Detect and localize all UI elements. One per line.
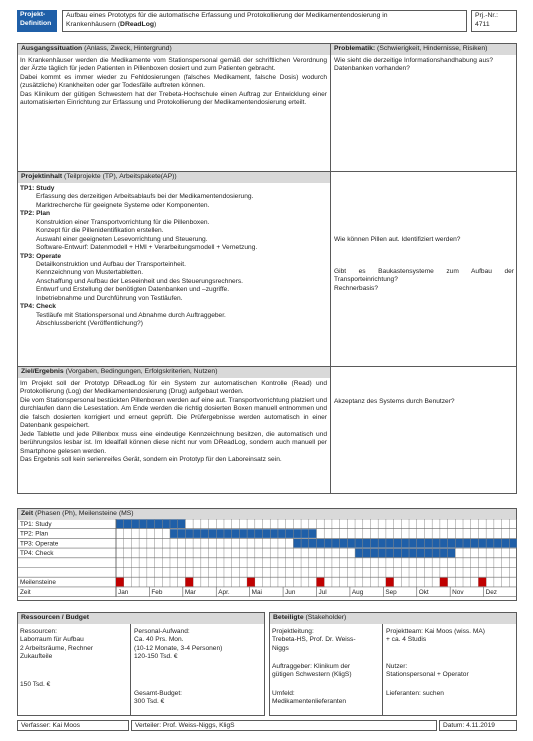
tp3-item: Detailkonstruktion und Aufbau der Transporteinheit. [36, 260, 186, 268]
month-label: Jul [318, 588, 327, 596]
problematik-title: Problematik: [334, 45, 376, 52]
leitung-line: Projektleitung: [272, 628, 314, 635]
ziel-para1: Im Projekt soll der Prototyp DReadLog für ein System zur automatischen Kontrolle (Read) und Protokollierung (Log) der Medikamentendosierung (Drug) aufgebaut werden. [20, 380, 327, 396]
personal-aufwand [134, 628, 262, 662]
gantt-bar [293, 539, 517, 548]
ressourcen-title: Ressourcen / Budget [21, 614, 89, 621]
ausgang-para3: Das Klinikum der gütigen Schwestern hat der Trebeta-Hochschule einen Auftrag zur Entwicklung einer automatisierten Einrichtung zur Erfassung und Protokollierung der Medikamentendosierung erteilt. [20, 90, 327, 107]
month-label: Feb [151, 588, 163, 596]
lieferanten: Lieferanten: suchen [386, 690, 444, 697]
leitung-line: Trebeta-HS, Prof. Dr. Weiss- [272, 636, 356, 644]
footer-datum: Datum: 4.11.2019 [439, 720, 517, 731]
title-line2-pre: Krankenhäusern ( [66, 20, 121, 28]
project-badge [17, 10, 57, 32]
auftraggeber [272, 663, 380, 680]
milestone-marker [440, 578, 448, 587]
gantt-chart [17, 519, 517, 601]
month-label: Dez [485, 588, 497, 596]
milestone-marker [478, 578, 486, 587]
problematik-header [331, 44, 516, 55]
month-label: Nov [452, 588, 464, 596]
ressourcen-total: 150 Tsd. € [20, 681, 51, 688]
ressourcen-divider [130, 624, 131, 715]
res-line: Zukaufteile [20, 653, 53, 661]
milestone-marker [386, 578, 394, 587]
tp4-item: Abschlussbericht (Veröffentlichung?) [36, 320, 143, 327]
beteiligte-header [270, 613, 516, 624]
gantt-row-label: TP4: Check [20, 550, 54, 558]
problematik-subtitle: (Schwierigkeit, Hindernisse, Risiken) [375, 45, 488, 52]
tp3-title: TP3: Operate [20, 252, 62, 260]
title-line2-post: ) [154, 20, 157, 28]
gantt-milestones-label: Meilensteine [20, 579, 56, 587]
main-divider [330, 43, 331, 494]
ausgang-para1: In Krankenhäuser werden die Medikamente vom Stationspersonal gemäß der schriftlichen Verordnung der Ärzte täglich für jeden Patienten in Pillenboxen dosiert und zum Patienten gebracht. [20, 57, 327, 73]
pers-line: (10-12 Monate, 3-4 Personen) [134, 644, 223, 652]
tp4-title: TP4: Check [20, 303, 56, 311]
tp2-title: TP2: Plan [20, 210, 51, 218]
month-label: Jun [285, 588, 296, 596]
projektinhalt-question-1: Wie können Pillen aut. Identifiziert werden? [334, 236, 461, 243]
umfeld [272, 690, 380, 707]
pers-line: 120-150 Tsd. € [134, 653, 178, 661]
problematik-line1: Wie sieht die derzeitige Informationshandhabung aus? [334, 57, 494, 64]
umfeld-line: Umfeld: [272, 690, 295, 697]
footer-verfasser: Verfasser: Kai Moos [17, 720, 129, 731]
nutzer-line: Nutzer: [386, 663, 408, 670]
ziel-text [20, 380, 327, 464]
ziel-right: Akzeptanz des Systems durch Benutzer? [334, 398, 455, 405]
gantt-row-label: TP2: Plan [20, 530, 49, 538]
gantt-bar [170, 529, 317, 538]
gantt-row-label: TP1: Study [20, 521, 52, 528]
projektinhalt-q2: Gibt es Baukastensysteme zum Aufbau der Transporteinrichtung? [334, 268, 514, 284]
zeit-header [18, 509, 516, 519]
milestone-marker [247, 578, 255, 587]
budget-label: Gesamt-Budget: [134, 690, 183, 697]
ressourcen-header [18, 613, 264, 624]
tp2-item: Konzept für die Pillenidentifikation erstellen. [36, 227, 164, 235]
tp2-item: Auswahl einer geeigneten Lesevorrichtung und Steuerung. [36, 235, 208, 243]
month-label: Mar [184, 588, 196, 596]
projektinhalt-subtitle: (Teilprojekte (TP), Arbeitspakete(AP)) [62, 173, 177, 180]
project-number [471, 10, 517, 32]
ziel-title: Ziel/Ergebnis [21, 368, 64, 375]
ausgang-subtitle: (Anlass, Zweck, Hintergrund) [82, 45, 172, 52]
gantt-row-label: TP3: Operate [20, 540, 59, 548]
tp3-item: Anschaffung und Aufbau der Leseeinheit und des Steuerungsrechners. [36, 277, 244, 285]
ziel-header [18, 367, 330, 378]
badge-line1: Projekt- [20, 11, 46, 18]
pers-line: Ca. 40 Prs. Mon. [134, 636, 184, 644]
tp4-item: Testläufe mit Stationspersonal und Abnahme durch Auftraggeber. [36, 311, 226, 319]
prj-value: 4711 [475, 20, 490, 28]
tp1-item: Marktrecherche für geeignete Systeme oder Komponenten. [36, 201, 210, 209]
beteiligte-divider [382, 624, 383, 715]
problematik-line2: Datenbanken vorhanden? [334, 65, 410, 73]
month-label: Sep [385, 588, 397, 596]
badge-line2: Definition [20, 19, 52, 27]
gesamt-budget [134, 690, 262, 707]
team-line: + ca. 4 Studis [386, 636, 427, 644]
month-label: Jan [118, 588, 129, 596]
leitung-line: Niggs [272, 644, 289, 652]
prj-label: Prj.-Nr.: [475, 12, 499, 19]
problematik-text [334, 57, 514, 74]
title-line1: Aufbau eines Prototyps für die automatische Erfassung und Protokollierung der Medikamentendosierung in [66, 12, 388, 19]
tp3-item: Kennzeichnung von Mustertabletten. [36, 269, 144, 277]
month-label: Mai [251, 588, 262, 596]
tp2-item: Software-Entwurf: Datenmodell + HMI + Verarbeitungsmodell + Vernetzung. [36, 244, 258, 252]
projektinhalt-question-2 [334, 268, 514, 293]
gantt-bar [116, 520, 185, 529]
res-line: 2 Arbeitsräume, Rechner [20, 644, 93, 652]
tp3-item: Inbetriebnahme und Durchführung von Testläufen. [36, 294, 183, 302]
footer-verteiler: Verteiler: Prof. Weiss-Niggs, KligS [131, 720, 437, 731]
auftraggeber-line: Auftraggeber: Klinikum der [272, 663, 351, 670]
zeit-subtitle: (Phasen (Ph), Meilensteine (MS) [33, 510, 134, 517]
projektinhalt-q3: Rechnerbasis? [334, 284, 378, 292]
gantt-bar [355, 549, 455, 558]
nutzer [386, 663, 516, 680]
res-line: Laborraum für Aufbau [20, 636, 84, 644]
tp2-item: Konstruktion einer Transportvorrichtung für die Pillenboxen. [36, 218, 210, 226]
tp1-title: TP1: Study [20, 185, 55, 192]
auftraggeber-line: gütigen Schwestern (KligS) [272, 671, 352, 679]
zeit-title: Zeit [21, 510, 34, 517]
tp1-item: Erfassung des derzeitigen Arbeitsablaufs bei der Medikamentendosierung. [36, 193, 254, 201]
ziel-para2: Die vom Stationspersonal bestückten Pillenboxen werden auf eine aut. Transportvorrichtung platziert und durchlaufen dann die Lesestation. Am Ende werden die richtig dosierten Boxen manuell entnommen und die falsch dosierten korrigiert und erneut geprüft. Die Prüfergebnisse werden automatisch in einer Datenbank gespeichert. [20, 396, 327, 430]
projektinhalt-header [18, 172, 330, 183]
projektinhalt-list [20, 185, 327, 328]
ausgang-text [20, 57, 327, 108]
pers-line: Personal-Aufwand: [134, 628, 190, 635]
projektinhalt-title: Projektinhalt [21, 173, 63, 180]
ausgang-header [18, 44, 330, 55]
ziel-para3: Jede Tablette und jede Pillenbox muss eine eindeutige Kennzeichnung besitzen, die automatisch und berührungslos lesbar ist. Im Idealfall können diese nicht nur vom DReadLog, sondern auch manuell per Smartphone gelesen werden. [20, 430, 327, 455]
gantt-time-label: Zeit [20, 588, 31, 596]
milestone-marker [116, 578, 124, 587]
beteiligte-title: Beteiligte [273, 614, 304, 621]
beteiligte-subtitle: (Stakeholder) [303, 614, 347, 621]
ausgang-title: Ausgangssituation [21, 45, 83, 52]
ressourcen-left [20, 628, 128, 662]
month-label: Aug [351, 588, 364, 596]
ziel-subtitle: (Vorgaben, Bedingungen, Erfolgskriterien, Nutzen) [63, 368, 218, 375]
project-title [62, 10, 467, 32]
tp3-item: Entwurf und Erstellung der benötigten Datenbanken und –zugriffe. [36, 286, 230, 294]
nutzer-line: Stationspersonal + Operator [386, 671, 469, 679]
projektleitung [272, 628, 380, 653]
month-label: Apr. [218, 588, 230, 596]
res-line: Ressourcen: [20, 628, 58, 635]
milestone-marker [185, 578, 193, 587]
budget-value: 300 Tsd. € [134, 698, 165, 706]
team-line: Projektteam: Kai Moos (wiss. MA) [386, 628, 485, 635]
ausgang-para2: Dabei kommt es immer wieder zu Fehldosierungen (falsches Medikament, falsche Dosis) wodurch (zusätzliche) Krankheiten oder gar Todesfälle auftreten können. [20, 73, 327, 90]
month-label: Okt [418, 588, 429, 596]
projektteam [386, 628, 516, 645]
ziel-para4: Das Ergebnis soll kein serienreifes Gerät, sondern ein Prototyp für den Laboreinsatz sein. [20, 455, 282, 463]
milestone-marker [317, 578, 325, 587]
title-acronym: DReadLog [120, 20, 155, 28]
umfeld-line: Medikamentenlieferanten [272, 698, 347, 706]
